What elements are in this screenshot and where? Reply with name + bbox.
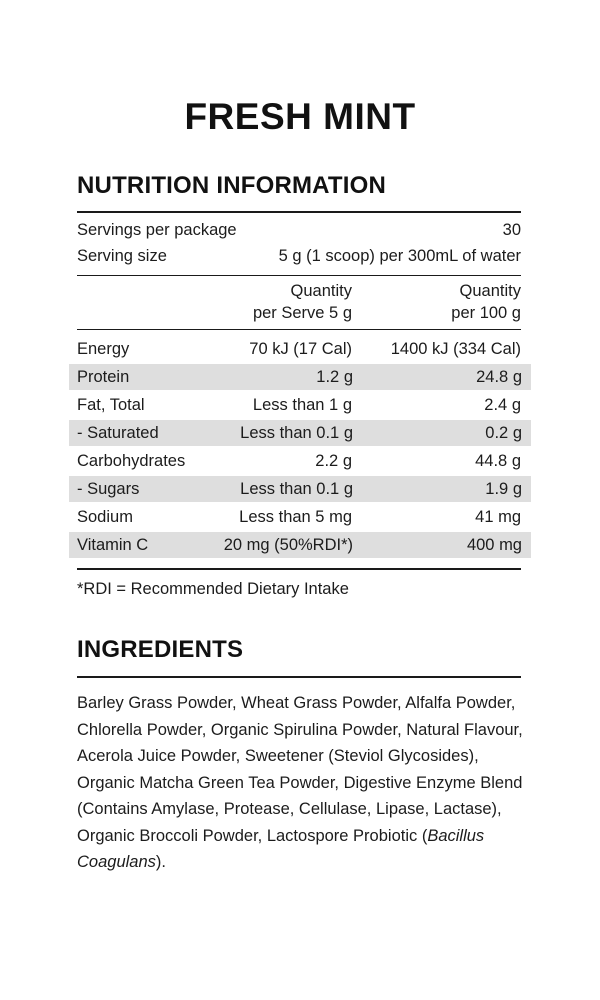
- nutrient-name: Fat, Total: [77, 396, 145, 414]
- nutrient-per-serve: Less than 5 mg: [239, 508, 352, 526]
- serving-size-value: 5 g (1 scoop) per 300mL of water: [278, 247, 521, 265]
- nutrient-row-saturated: [69, 420, 531, 446]
- nutrition-bottom-rule: [77, 568, 521, 570]
- column-header-per-100g-line2: per 100 g: [451, 304, 521, 322]
- ingredients-text: [77, 690, 537, 876]
- serving-size-row: [77, 243, 521, 269]
- nutrient-name: Vitamin C: [77, 536, 149, 554]
- servings-per-package-row: [77, 217, 521, 243]
- ingredients-rule: [77, 676, 521, 678]
- nutrient-name: - Saturated: [77, 424, 159, 442]
- servings-per-package-label: Servings per package: [77, 221, 237, 239]
- nutrient-per-100g: 2.4 g: [484, 396, 521, 414]
- column-header-per-serve-line2: per Serve 5 g: [252, 304, 352, 322]
- rdi-footnote: *RDI = Recommended Dietary Intake: [77, 580, 349, 598]
- nutrition-heading: NUTRITION INFORMATION: [77, 172, 387, 199]
- column-header-per-100g: [451, 280, 521, 324]
- nutrient-row-sugars: [69, 476, 531, 502]
- product-title: FRESH MINT: [184, 96, 416, 137]
- nutrient-per-serve: 2.2 g: [315, 452, 352, 470]
- column-header-per-100g-line1: Quantity: [459, 282, 521, 300]
- nutrient-name: Sodium: [77, 508, 133, 526]
- nutrient-per-serve: Less than 1 g: [252, 396, 352, 414]
- nutrient-per-100g: 400 mg: [466, 536, 522, 554]
- header-divider-rule: [77, 275, 521, 276]
- nutrient-per-100g: 24.8 g: [476, 368, 522, 386]
- ingredients-italic-species: Bacillus Coagulans: [77, 826, 485, 871]
- nutrition-top-rule: [77, 211, 521, 213]
- nutrient-per-100g: 1400 kJ (334 Cal): [390, 340, 521, 358]
- nutrient-per-serve: 20 mg (50%RDI*): [223, 536, 353, 554]
- nutrient-row-sodium: [77, 504, 521, 530]
- nutrient-per-serve: 70 kJ (17 Cal): [249, 340, 352, 358]
- nutrient-row-carbohydrates: [77, 448, 521, 474]
- nutrient-per-100g: 0.2 g: [485, 424, 522, 442]
- servings-per-package-value: 30: [502, 221, 521, 239]
- nutrient-per-100g: 1.9 g: [485, 480, 522, 498]
- nutrient-row-fat-total: [77, 392, 521, 418]
- nutrient-name: Protein: [77, 368, 130, 386]
- column-header-per-serve: [253, 280, 352, 324]
- nutrient-per-serve: Less than 0.1 g: [240, 424, 353, 442]
- nutrient-name: Energy: [77, 340, 130, 358]
- ingredients-heading: INGREDIENTS: [77, 636, 244, 663]
- nutrient-name: Carbohydrates: [77, 452, 186, 470]
- serving-size-label: Serving size: [77, 247, 167, 265]
- column-header-per-serve-line1: Quantity: [290, 282, 352, 300]
- nutrient-name: - Sugars: [77, 480, 140, 498]
- nutrient-row-energy: [77, 336, 521, 362]
- nutrient-per-100g: 44.8 g: [475, 452, 521, 470]
- nutrient-per-serve: Less than 0.1 g: [240, 480, 353, 498]
- nutrient-per-serve: 1.2 g: [316, 368, 353, 386]
- nutrient-per-100g: 41 mg: [475, 508, 521, 526]
- column-header-rule: [77, 329, 521, 330]
- nutrient-row-protein: [69, 364, 531, 390]
- ingredients-body: Barley Grass Powder, Wheat Grass Powder, Alfalfa Powder, Chlorella Powder, Organic Spirulina Powder, Natural Flavour, Acerola Juice Powder, Sweetener (Steviol Glycosides), Organic Matcha Green Tea Powder, Digestive Enzyme Blend (Contains Amylase, Protease, Cellulase, Lipase, Lactase), Organic Broccoli Powder, Lactospore Probiotic (: [77, 694, 523, 845]
- nutrient-row-vitamin-c: [69, 532, 531, 558]
- ingredients-end: ).: [155, 853, 166, 871]
